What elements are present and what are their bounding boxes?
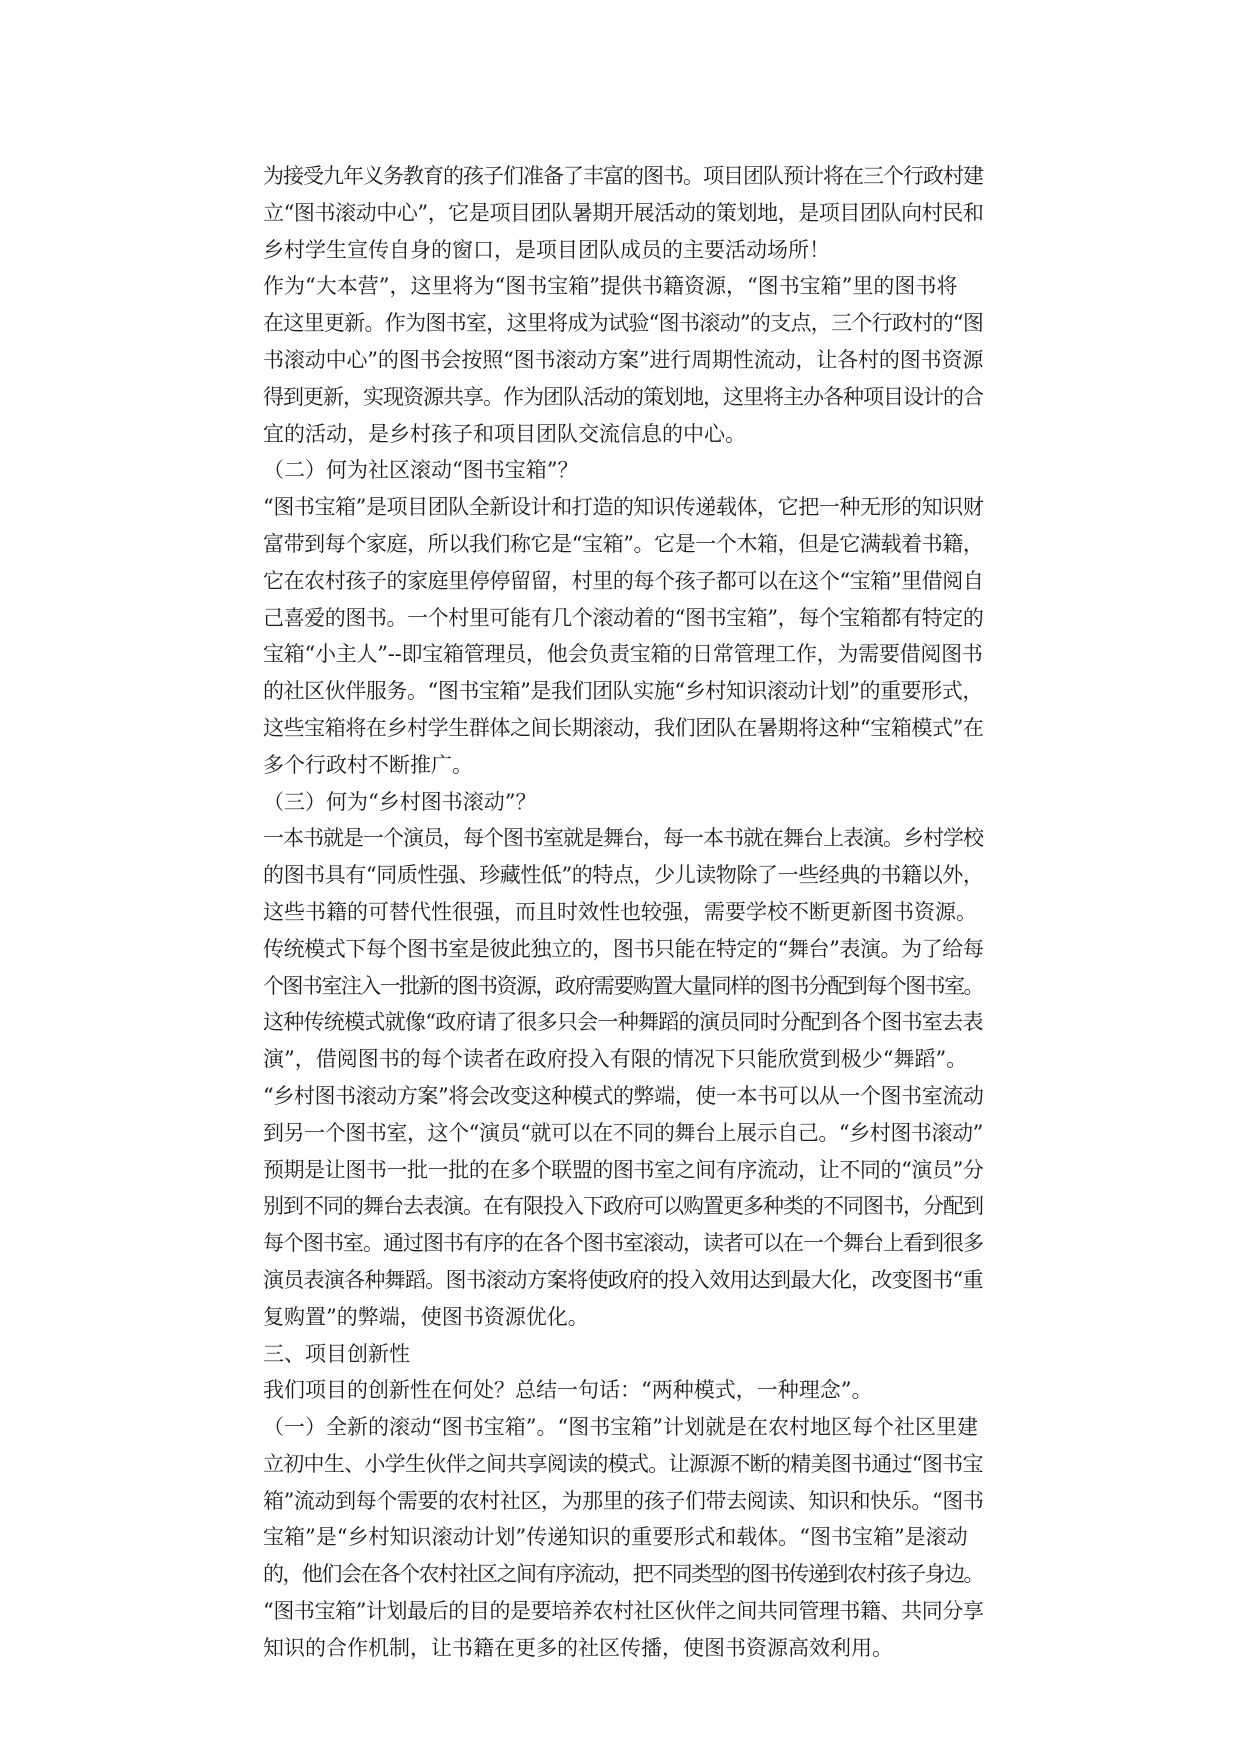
text-line: 在这里更新。作为图书室，这里将成为试验“图书滚动”的支点，三个行政村的“图 bbox=[263, 311, 984, 336]
text-line: 己喜爱的图书。一个村里可能有几个滚动着的“图书宝箱”，每个宝箱都有特定的 bbox=[263, 605, 984, 630]
text-line: 乡村学生宣传自身的窗口，是项目团队成员的主要活动场所！ bbox=[263, 237, 830, 262]
text-line: 传统模式下每个图书室是彼此独立的，图书只能在特定的“舞台”表演。为了给每 bbox=[263, 936, 984, 961]
text-line: 到另一个图书室，这个“演员“就可以在不同的舞台上展示自己。“乡村图书滚动” bbox=[263, 1120, 983, 1145]
text-line: 我们项目的创新性在何处？总结一句话：“两种模式，一种理念”。 bbox=[263, 1378, 873, 1403]
text-line: 这些书籍的可替代性很强，而且时效性也较强，需要学校不断更新图书资源。 bbox=[263, 899, 977, 924]
text-line: 三、项目创新性 bbox=[263, 1341, 410, 1366]
text-line: 预期是让图书一批一批的在多个联盟的图书室之间有序流动，让不同的“演员”分 bbox=[263, 1157, 984, 1182]
text-line: 得到更新，实现资源共享。作为团队活动的策划地，这里将主办各种项目设计的合 bbox=[263, 384, 983, 409]
text-line: 立初中生、小学生伙伴之间共享阅读的模式。让源源不断的精美图书通过“图书宝 bbox=[263, 1451, 983, 1476]
body-text bbox=[263, 158, 983, 1667]
text-line: 演员表演各种舞蹈。图书滚动方案将使政府的投入效用达到最大化，改变图书“重 bbox=[263, 1267, 983, 1292]
text-line: 这种传统模式就像“政府请了很多只会一种舞蹈的演员同时分配到各个图书室去表 bbox=[263, 1010, 983, 1035]
text-line: 复购置”的弊端，使图书资源优化。 bbox=[263, 1304, 589, 1329]
text-line: 作为“大本营”，这里将为“图书宝箱”提供书籍资源，“图书宝箱”里的图书将 bbox=[263, 274, 958, 299]
text-line: 的，他们会在各个农村社区之间有序流动，把不同类型的图书传递到农村孩子身边。 bbox=[263, 1562, 983, 1587]
text-line: “图书宝箱”计划最后的目的是要培养农村社区伙伴之间共同管理书籍、共同分享 bbox=[263, 1599, 984, 1624]
text-line: 宜的活动，是乡村孩子和项目团队交流信息的中心。 bbox=[263, 421, 746, 446]
text-line: 书滚动中心”的图书会按照“图书滚动方案”进行周期性流动，让各村的图书资源 bbox=[263, 347, 984, 372]
text-line: 箱”流动到每个需要的农村社区，为那里的孩子们带去阅读、知识和快乐。“图书 bbox=[263, 1488, 984, 1513]
text-line: 演”，借阅图书的每个读者在政府投入有限的情况下只能欣赏到极少“舞蹈”。 bbox=[263, 1047, 968, 1072]
text-line: 别到不同的舞台去表演。在有限投入下政府可以购置更多种类的不同图书，分配到 bbox=[263, 1194, 983, 1219]
text-line: 个图书室注入一批新的图书资源，政府需要购置大量同样的图书分配到每个图书室。 bbox=[263, 973, 983, 998]
text-line: 多个行政村不断推广。 bbox=[263, 752, 473, 777]
text-line: 富带到每个家庭，所以我们称它是“宝箱”。它是一个木箱，但是它满载着书籍， bbox=[263, 531, 984, 556]
text-line: 宝箱”是“乡村知识滚动计划”传递知识的重要形式和载体。“图书宝箱”是滚动 bbox=[263, 1525, 968, 1550]
text-line: 知识的合作机制，让书籍在更多的社区传播，使图书资源高效利用。 bbox=[263, 1635, 893, 1660]
text-line: 它在农村孩子的家庭里停停留留，村里的每个孩子都可以在这个“宝箱”里借阅自 bbox=[263, 568, 984, 593]
text-line: 宝箱“小主人”--即宝箱管理员，他会负责宝箱的日常管理工作，为需要借阅图书 bbox=[263, 642, 983, 667]
text-line: （一）全新的滚动“图书宝箱”。“图书宝箱”计划就是在农村地区每个社区里建 bbox=[263, 1415, 978, 1440]
text-line: （二）何为社区滚动“图书宝箱”？ bbox=[263, 458, 579, 483]
text-line: “图书宝箱”是项目团队全新设计和打造的知识传递载体，它把一种无形的知识财 bbox=[263, 495, 984, 520]
text-line: 这些宝箱将在乡村学生群体之间长期滚动，我们团队在暑期将这种“宝箱模式”在 bbox=[263, 715, 984, 740]
text-line: 的图书具有“同质性强、珍藏性低”的特点，少儿读物除了一些经典的书籍以外， bbox=[263, 863, 984, 888]
text-line: （三）何为“乡村图书滚动”？ bbox=[263, 789, 537, 814]
text-line: 每个图书室。通过图书有序的在各个图书室滚动，读者可以在一个舞台上看到很多 bbox=[263, 1231, 983, 1256]
text-line: 为接受九年义务教育的孩子们准备了丰富的图书。项目团队预计将在三个行政村建 bbox=[263, 164, 983, 188]
text-line: 立“图书滚动中心”，它是项目团队暑期开展活动的策划地，是项目团队向村民和 bbox=[263, 200, 984, 225]
text-line: “乡村图书滚动方案”将会改变这种模式的弊端，使一本书可以从一个图书室流动 bbox=[263, 1083, 984, 1108]
text-line: 一本书就是一个演员，每个图书室就是舞台，每一本书就在舞台上表演。乡村学校 bbox=[263, 826, 983, 851]
text-line: 的社区伙伴服务。“图书宝箱”是我们团队实施“乡村知识滚动计划”的重要形式， bbox=[263, 679, 983, 704]
